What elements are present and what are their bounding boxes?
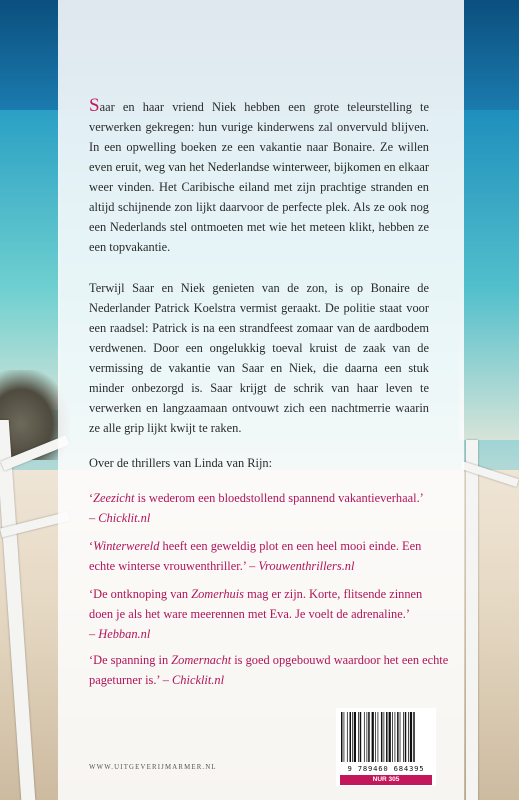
sea-right-strip (459, 110, 519, 440)
quote-source: – Chicklit.nl (89, 511, 151, 525)
sea-left-strip (0, 110, 60, 410)
book-title: Zeezicht (93, 491, 135, 505)
book-title: Zomerhuis (191, 587, 245, 601)
quote-source: – Vrouwenthrillers.nl (249, 559, 355, 573)
drop-cap: S (89, 95, 100, 116)
quotes-intro: Over de thrillers van Linda van Rijn: (89, 456, 273, 470)
quote-text: mag er zijn. Korte, flitsende zinnen doen je als het ware meerennen met Eva. Je voelt de adrenaline.’ (89, 587, 423, 621)
isbn-number: 9 789460 684395 (347, 764, 425, 773)
quote-text: ‘De ontknoping van (89, 587, 192, 601)
review-quote (89, 536, 449, 576)
review-quote (89, 488, 449, 528)
railing-post (466, 440, 478, 800)
blurb-paragraph-1-text: aar en haar vriend Niek hebben een grote teleurstelling te verwerken gekregen: hun vurige kinderwens zal onvervuld blijven. In een opwelling boeken ze een vakantie naar Bonaire. Ze willen even eruit, weg van het Nederlandse winterweer, bijkomen en elkaar weer vinden. Het Caribische eiland met zijn prachtige stranden en altijd schijnende zon lijkt daarvoor de perfecte plek. Als ze ook nog een Nederlands stel ontmoeten met wie het meteen klikt, hebben ze een topvakantie. (89, 100, 429, 254)
quote-source: – Hebban.nl (89, 627, 151, 641)
quote-text: heeft een geweldig plot en een heel mooi einde. Een echte winterse vrouwenthriller.’ (89, 539, 422, 573)
barcode-bars (340, 712, 432, 762)
book-title: Zomernacht (171, 653, 232, 667)
publisher-website: WWW.UITGEVERIJMARMER.NL (89, 764, 217, 771)
quote-text: ‘De spanning in (89, 653, 172, 667)
review-quote (89, 650, 449, 690)
quote-text: is goed opgebouwd waardoor het een echte pageturner is.’ (89, 653, 449, 687)
review-quote (89, 584, 449, 644)
quote-open: ‘ (89, 491, 94, 505)
book-title: Winterwereld (93, 539, 160, 553)
blurb-paragraph-1 (89, 96, 429, 257)
quote-text: is wederom een bloedstollend spannend vakantieverhaal.’ (134, 491, 424, 505)
isbn-barcode (336, 708, 436, 786)
quote-source: – Chicklit.nl (162, 673, 225, 687)
blurb-paragraph-2: Terwijl Saar en Niek genieten van de zon, is op Bonaire de Nederlander Patrick Koelstra vermist geraakt. De politie staat voor een raadsel: Patrick is na een strandfeest zomaar van de aardbodem verdwenen. Door een ongelukkig toeval kruist de zaak van de vermissing de vakantie van Saar en Niek, die daarna een stuk minder onbezorgd is. Saar krijgt de schrik van haar leven te verwerken en langzaamaan ontvouwt zich een nachtmerrie waarin ze alle grip lijkt kwijt te raken. (89, 281, 429, 435)
nur-code: NUR 305 (340, 775, 432, 785)
quote-open: ‘ (89, 539, 94, 553)
